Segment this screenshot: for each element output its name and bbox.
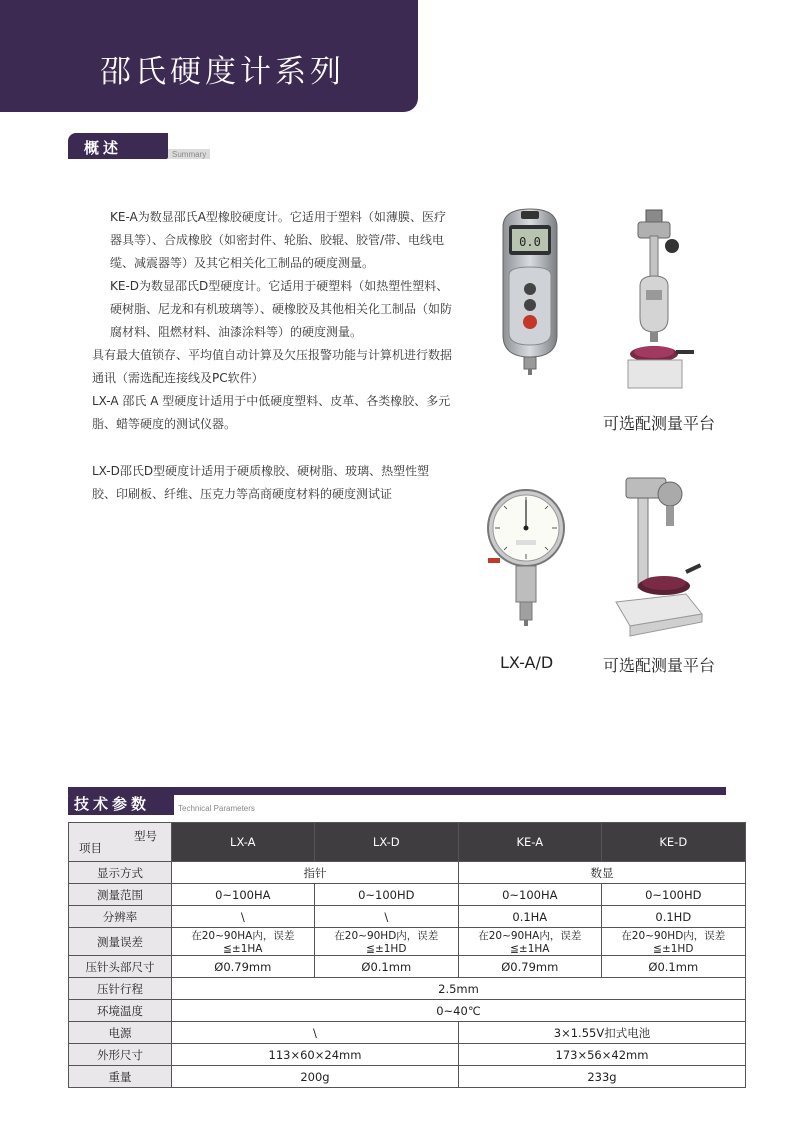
- table-cell: 0~100HD: [601, 884, 745, 906]
- table-cell: 2.5mm: [172, 978, 746, 1000]
- params-table: [68, 822, 746, 1088]
- table-row: [69, 956, 746, 978]
- measuring-stand-image-2: [612, 474, 707, 644]
- summary-para-features: 具有最大值锁存、平均值自动计算及欠压报警功能与计算机进行数据通讯（需选配连接线及PC软件）: [92, 348, 453, 385]
- table-cell: 在20~90HA内，误差≦±1HA: [458, 928, 601, 956]
- summary-section-tab: [68, 133, 168, 159]
- table-row: [69, 928, 746, 956]
- table-cell: 在20~90HA内，误差≦±1HA: [172, 928, 315, 956]
- table-row: [69, 1044, 746, 1066]
- table-cell: 173×56×42mm: [458, 1044, 745, 1066]
- table-row: [69, 1066, 746, 1088]
- table-cell: 233g: [458, 1066, 745, 1088]
- table-cell: 0~40℃: [172, 1000, 746, 1022]
- row-label: 电源: [69, 1022, 172, 1044]
- table-cell: \: [172, 1022, 459, 1044]
- caption-platform-1: 可选配测量平台: [603, 414, 716, 433]
- row-label: 压针行程: [69, 978, 172, 1000]
- table-cell: 113×60×24mm: [172, 1044, 459, 1066]
- params-section-title: 技术参数: [74, 795, 151, 813]
- page-title: 邵氏硬度计系列: [100, 54, 345, 90]
- model-header: LX-D: [314, 823, 458, 862]
- corner-item-label: 项目: [79, 841, 102, 855]
- table-cell: 指针: [172, 862, 459, 884]
- table-row: [69, 1022, 746, 1044]
- summary-para-lx-a: LX-A 邵氏 A 型硬度计适用于中低硬度塑料、皮革、各类橡胶、多元脂、蜡等硬度的测试仪器。: [92, 394, 451, 431]
- digital-durometer-image: [495, 205, 565, 380]
- table-cell: 0~100HD: [314, 884, 458, 906]
- table-cell: 0~100HA: [172, 884, 315, 906]
- model-header: KE-A: [458, 823, 601, 862]
- model-header: LX-A: [172, 823, 315, 862]
- row-label: 压针头部尺寸: [69, 956, 172, 978]
- table-cell: 0.1HD: [601, 906, 745, 928]
- digital-readout: 0.0: [519, 235, 541, 249]
- table-cell: 数显: [458, 862, 745, 884]
- table-cell: 0~100HA: [458, 884, 601, 906]
- row-label: 显示方式: [69, 862, 172, 884]
- table-cell: Ø0.79mm: [172, 956, 315, 978]
- summary-text: [68, 206, 453, 506]
- table-row: [69, 1000, 746, 1022]
- table-cell: 在20~90HD内，误差≦±1HD: [314, 928, 458, 956]
- table-cell: 200g: [172, 1066, 459, 1088]
- corner-cell: [69, 823, 172, 862]
- table-cell: Ø0.79mm: [458, 956, 601, 978]
- table-header-row: [69, 823, 746, 862]
- caption-lx-ad: LX-A/D: [500, 653, 554, 672]
- table-cell: 在20~90HD内，误差≦±1HD: [601, 928, 745, 956]
- params-section-subtitle: Technical Parameters: [178, 804, 255, 813]
- row-label: 分辨率: [69, 906, 172, 928]
- summary-para-ke-d: KE-D为数显邵氏D型硬度计。它适用于硬塑料（如热塑性塑料、硬树脂、尼龙和有机玻璃等）、硬橡胶及其他相关化工制品（如防腐材料、阻燃材料、油漆涂料等）的硬度测量。: [110, 279, 453, 339]
- table-cell: Ø0.1mm: [601, 956, 745, 978]
- table-cell: \: [172, 906, 315, 928]
- summary-para-ke-a: KE-A为数显邵氏A型橡胶硬度计。它适用于塑料（如薄膜、医疗器具等）、合成橡胶（如密封件、轮胎、胶辊、胶管/带、电线电缆、减震器等）及其它相关化工制品的硬度测量。: [110, 210, 446, 270]
- row-label: 测量误差: [69, 928, 172, 956]
- row-label: 环境温度: [69, 1000, 172, 1022]
- row-label: 重量: [69, 1066, 172, 1088]
- params-section-tab: [68, 789, 174, 815]
- table-cell: 0.1HA: [458, 906, 601, 928]
- summary-section-title: 概述: [84, 139, 123, 157]
- corner-model-label: 型号: [134, 829, 157, 843]
- measuring-stand-image-1: [620, 208, 700, 398]
- caption-platform-2: 可选配测量平台: [603, 656, 716, 675]
- table-cell: Ø0.1mm: [314, 956, 458, 978]
- table-row: [69, 906, 746, 928]
- table-row: [69, 978, 746, 1000]
- row-label: 外形尺寸: [69, 1044, 172, 1066]
- row-label: 测量范围: [69, 884, 172, 906]
- summary-section-subtitle: Summary: [172, 150, 207, 159]
- table-cell: \: [314, 906, 458, 928]
- table-row: [69, 862, 746, 884]
- table-row: [69, 884, 746, 906]
- model-header: KE-D: [601, 823, 745, 862]
- summary-para-lx-d: LX-D邵氏D型硬度计适用于硬质橡胶、硬树脂、玻璃、热塑性塑胶、印刷板、纤维、压克力等高商硬度材料的硬度测试证: [92, 464, 430, 501]
- analog-durometer-image: [486, 478, 566, 628]
- table-cell: 3×1.55V扣式电池: [458, 1022, 745, 1044]
